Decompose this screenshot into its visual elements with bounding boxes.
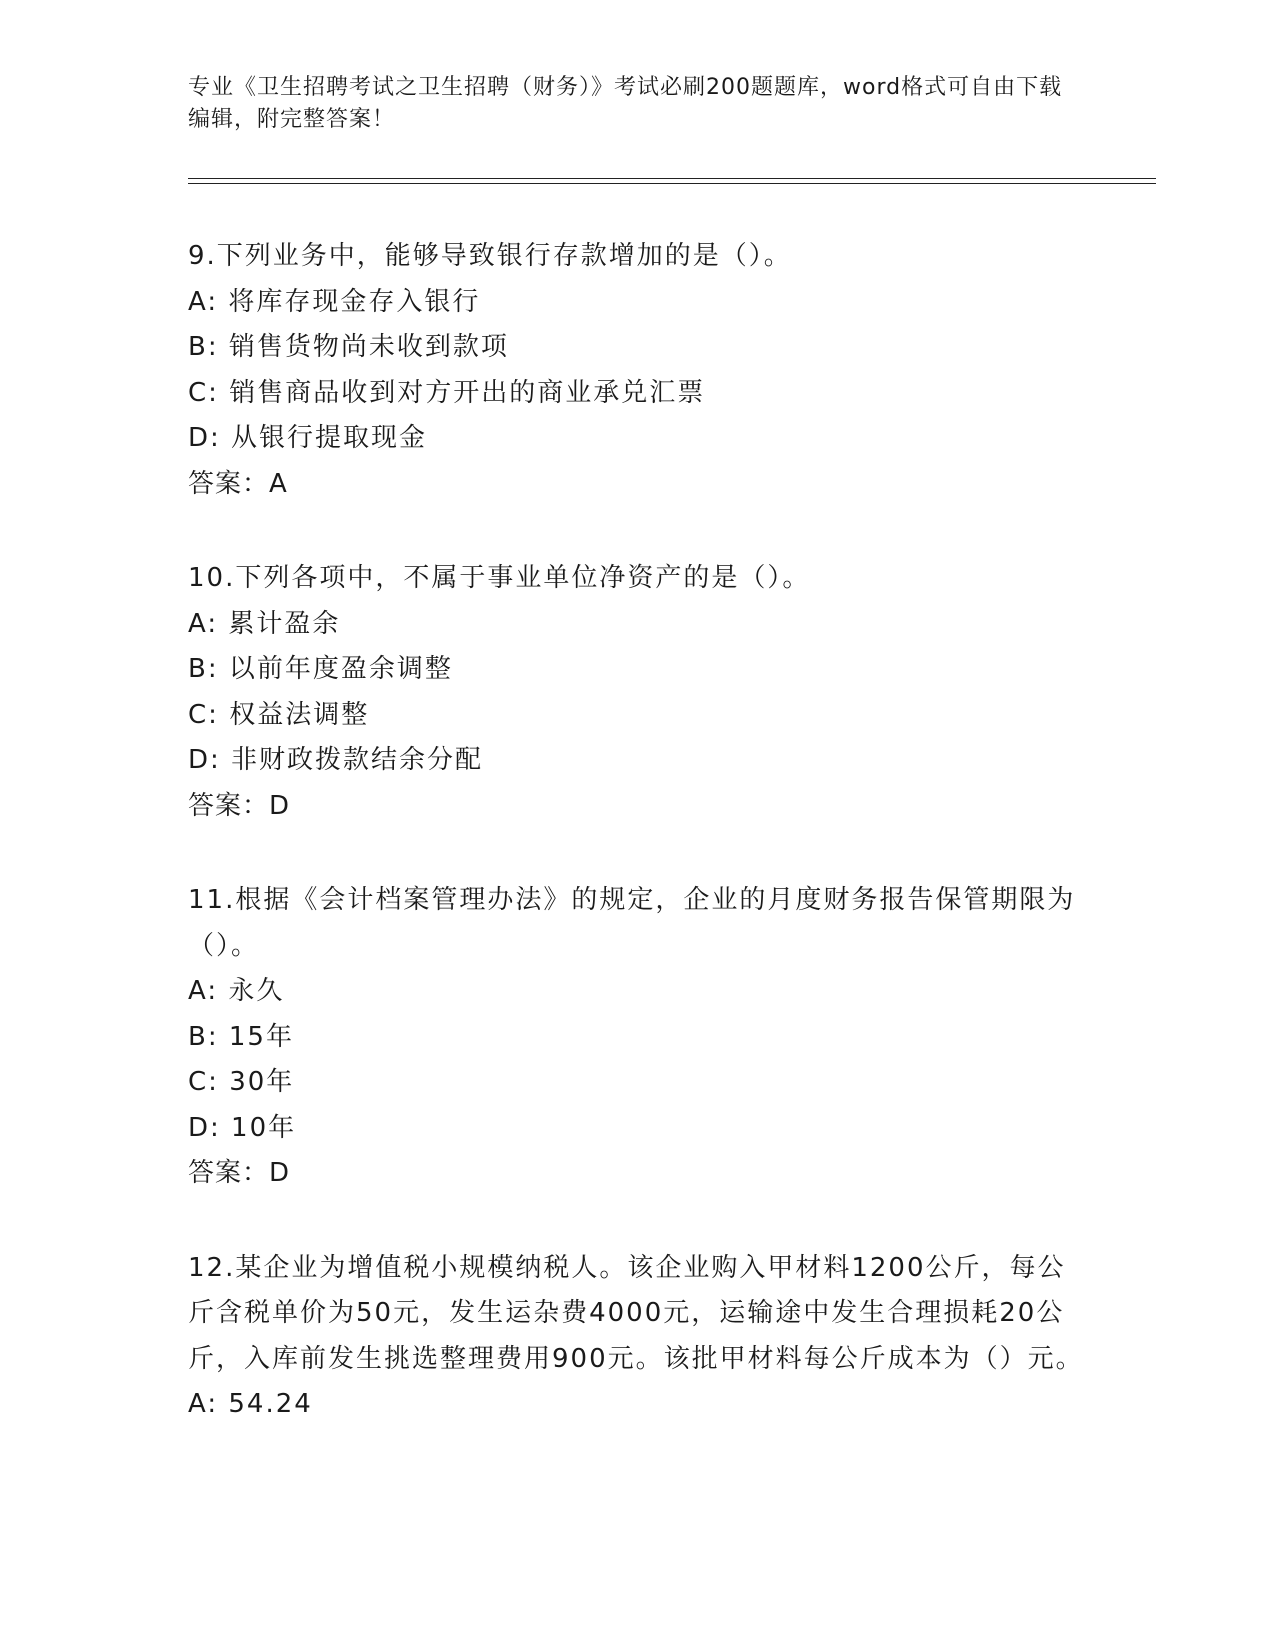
option-text: 10年: [231, 1112, 297, 1143]
option-letter: C:: [188, 1067, 219, 1097]
option-text: 以前年度盈余调整: [228, 654, 453, 684]
option-letter: B:: [188, 332, 219, 362]
option-b: [188, 325, 1088, 371]
answer-line: 答案：A: [188, 468, 288, 499]
option-c: [188, 371, 1088, 417]
option-text: 权益法调整: [229, 699, 370, 730]
option-a: [188, 969, 1088, 1015]
document-header: 专业《卫生招聘考试之卫生招聘（财务）》考试必刷200题题库，word格式可自由下载编辑，附完整答案！: [188, 75, 1063, 132]
option-letter: D:: [188, 745, 221, 775]
header-divider-bottom: [188, 183, 1156, 184]
option-text: 非财政拨款结余分配: [231, 745, 484, 775]
question-12: [188, 1246, 1088, 1428]
option-text: 54.24: [228, 1389, 313, 1419]
option-text: 销售货物尚未收到款项: [228, 332, 509, 362]
option-d: [188, 738, 1088, 784]
option-text: 将库存现金存入银行: [228, 286, 481, 317]
header-divider-top: [188, 178, 1156, 179]
option-a: [188, 1382, 1088, 1428]
option-letter: A:: [188, 286, 219, 317]
option-letter: D:: [188, 1112, 221, 1143]
option-b: [188, 647, 1088, 693]
option-text: 30年: [229, 1067, 295, 1097]
question-10: [188, 556, 1088, 829]
option-letter: A:: [188, 1389, 219, 1419]
answer-line: 答案：D: [188, 1158, 291, 1188]
option-a: [188, 280, 1088, 326]
option-text: 销售商品收到对方开出的商业承兑汇票: [229, 377, 706, 408]
option-c: [188, 1060, 1088, 1106]
option-letter: B:: [188, 1021, 219, 1052]
question-stem: 12.某企业为增值税小规模纳税人。该企业购入甲材料1200公斤，每公斤含税单价为50元，发生运杂费4000元，运输途中发生合理损耗20公斤，入库前发生挑选整理费用900元。该批甲材料每公斤成本为（）元。: [188, 1252, 1084, 1374]
question-11: [188, 878, 1088, 1197]
option-letter: A:: [188, 976, 219, 1006]
option-a: [188, 602, 1088, 648]
option-b: [188, 1015, 1088, 1061]
option-text: 15年: [228, 1021, 294, 1052]
question-stem: 10.下列各项中，不属于事业单位净资产的是（）。: [188, 563, 811, 593]
option-letter: C:: [188, 377, 219, 408]
option-letter: C:: [188, 699, 219, 730]
option-letter: A:: [188, 608, 219, 639]
question-stem: 11.根据《会计档案管理办法》的规定，企业的月度财务报告保管期限为（）。: [188, 885, 1076, 961]
option-letter: D:: [188, 423, 221, 453]
option-text: 累计盈余: [228, 608, 341, 639]
answer-line: 答案：D: [188, 790, 291, 821]
option-d: [188, 1106, 1088, 1152]
option-text: 从银行提取现金: [231, 423, 428, 453]
option-c: [188, 693, 1088, 739]
question-9: [188, 234, 1088, 507]
question-list: [188, 234, 1088, 1477]
option-text: 永久: [228, 976, 285, 1006]
option-letter: B:: [188, 654, 219, 684]
option-d: [188, 416, 1088, 462]
question-stem: 9.下列业务中，能够导致银行存款增加的是（）。: [188, 241, 792, 271]
